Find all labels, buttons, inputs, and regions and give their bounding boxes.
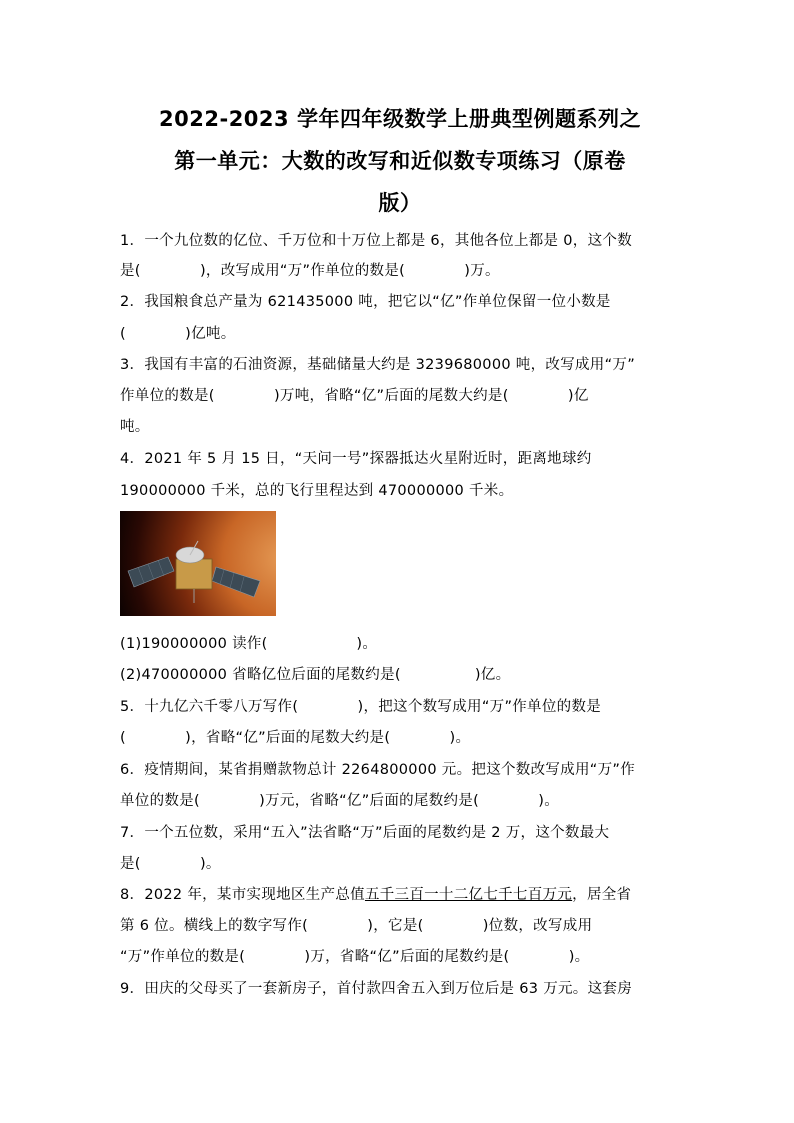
question-4-line-1: 4．2021 年 5 月 15 日，“天问一号”探器抵达火星附近时，距离地球约 <box>120 451 592 467</box>
question-6-line-1: 6．疫情期间，某省捐赠款物总计 2264800000 元。把这个数改写成用“万”作 <box>120 762 636 778</box>
question-8-line-3: “万”作单位的数是( )万，省略“亿”后面的尾数约是( )。 <box>120 949 590 965</box>
question-2-line-2: ( )亿吨。 <box>120 326 236 342</box>
question-1-line-2: 是( )，改写成用“万”作单位的数是( )万。 <box>120 263 500 279</box>
question-4-sub-1: (1)190000000 读作( )。 <box>120 636 378 652</box>
question-8-line-1 <box>120 883 631 904</box>
question-4-line-2: 190000000 千米，总的飞行里程达到 470000000 千米。 <box>120 483 514 499</box>
question-3-line-2: 作单位的数是( )万吨，省略“亿”后面的尾数大约是( )亿 <box>120 388 589 404</box>
question-9-line-1: 9．田庆的父母买了一套新房子，首付款四舍五入到万位后是 63 万元。这套房 <box>120 981 632 997</box>
question-5-line-2: ( )，省略“亿”后面的尾数大约是( )。 <box>120 730 471 746</box>
question-7-line-1: 7．一个五位数，采用“五入”法省略“万”后面的尾数约是 2 万，这个数最大 <box>120 825 610 841</box>
question-8-suffix: ，居全省 <box>572 887 632 903</box>
title-line-1: 2022-2023 学年四年级数学上册典型例题系列之 <box>159 107 641 131</box>
mars-probe-image <box>120 511 276 616</box>
question-8-underlined-number: 五千三百一十二亿七千七百万元 <box>364 887 573 903</box>
question-5-line-1: 5．十九亿六千零八万写作( )，把这个数写成用“万”作单位的数是 <box>120 699 602 715</box>
question-1-line-1: 1．一个九位数的亿位、千万位和十万位上都是 6，其他各位上都是 0，这个数 <box>120 233 632 249</box>
question-7-line-2: 是( )。 <box>120 856 221 872</box>
question-4-sub-2: (2)470000000 省略亿位后面的尾数约是( )亿。 <box>120 667 511 683</box>
question-2-line-1: 2．我国粮食总产量为 621435000 吨，把它以“亿”作单位保留一位小数是 <box>120 294 611 310</box>
question-6-line-2: 单位的数是( )万元，省略“亿”后面的尾数约是( )。 <box>120 793 560 809</box>
question-8-line-2: 第 6 位。横线上的数字写作( )，它是( )位数，改写成用 <box>120 918 593 934</box>
question-3-line-1: 3．我国有丰富的石油资源，基础储量大约是 3239680000 吨，改写成用“万” <box>120 357 636 373</box>
question-3-line-3: 吨。 <box>120 419 150 435</box>
title-line-2: 第一单元：大数的改写和近似数专项练习（原卷 <box>174 149 626 173</box>
question-8-prefix: 8．2022 年，某市实现地区生产总值 <box>120 887 365 903</box>
title-line-3: 版） <box>378 191 422 215</box>
